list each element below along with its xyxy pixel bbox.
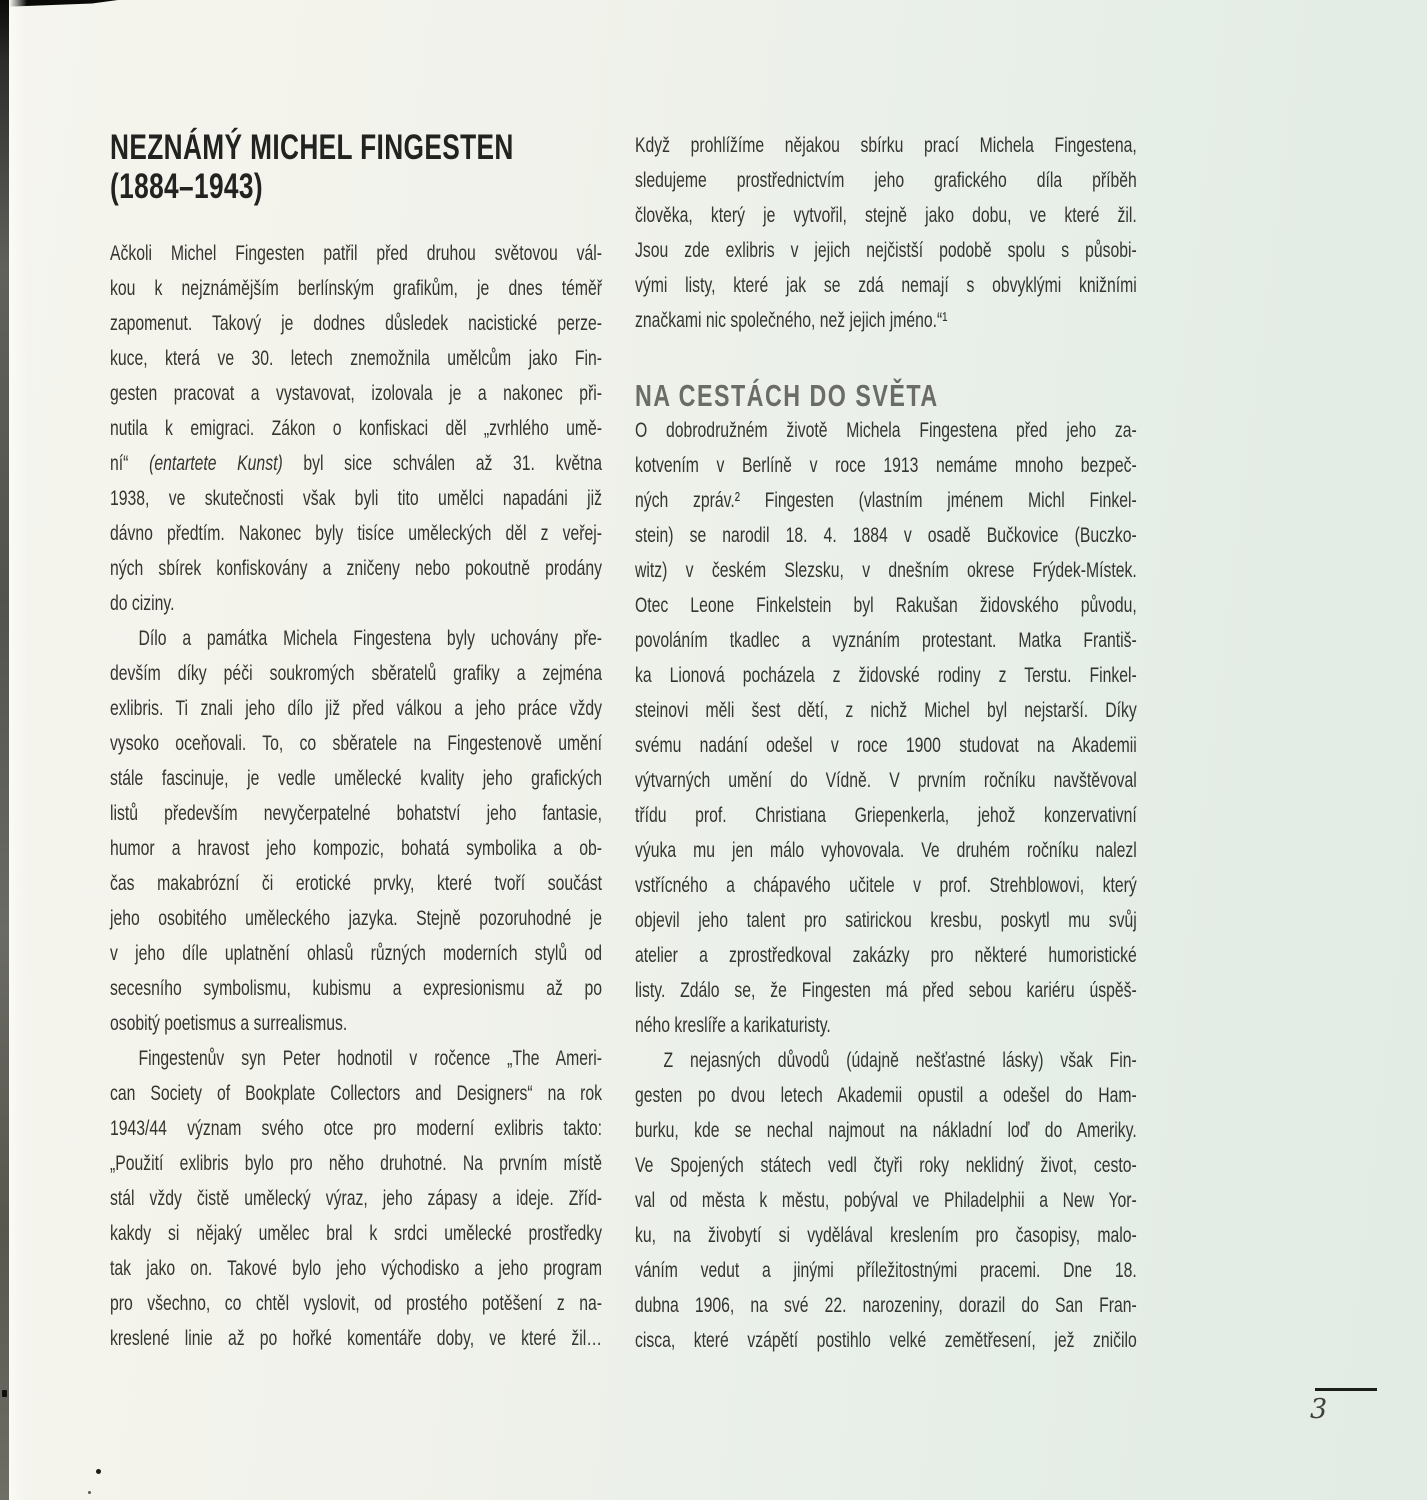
paragraph [635, 128, 1137, 338]
text-line: v jeho díle uplatnění ohlasů různých moderních stylů od [110, 942, 602, 965]
text-line: dubna 1906, na své 22. narozeniny, dorazil do San Fran- [635, 1294, 1137, 1317]
text-line: devším díky péči soukromých sběratelů grafiky a zejména [110, 662, 602, 685]
text-line: kuce, která ve 30. letech znemožnila umělcům jako Fin- [110, 347, 602, 370]
paragraph [635, 1043, 1137, 1358]
paragraph [110, 236, 602, 621]
text-line: Ve Spojených státech vedl čtyři roky neklidný život, cesto- [635, 1154, 1137, 1177]
text-line: ných sbírek konfiskovány a zničeny nebo pokoutně prodány [110, 557, 602, 580]
paragraph [635, 413, 1137, 1043]
text-line: výtvarných umění do Vídně. V prvním ročníku navštěvoval [635, 769, 1137, 792]
text-line: člověka, který je vytvořil, stejně jako dobu, ve které žil. [635, 204, 1137, 227]
text-line: secesního symbolismu, kubismu a expresionismu až po [110, 977, 602, 1000]
text-line: Ačkoli Michel Fingesten patřil před druhou světovou vál- [110, 242, 602, 265]
text-line: vstřícného a chápavého učitele v prof. Strehblowovi, který [635, 874, 1137, 897]
text-line: gesten pracovat a vystavovat, izolovala je a nakonec při- [110, 382, 602, 405]
text-line: svému nadání odešel v roce 1900 studovat na Akademii [635, 734, 1137, 757]
page-number: 3 [1310, 1394, 1328, 1425]
text-line: kakdy si nějaký umělec bral k srdci umělecké prostředky [110, 1222, 602, 1245]
text-line: 1938, ve skutečnosti však byli tito umělci napadáni již [110, 487, 602, 510]
text-line: osobitý poetismus a surrealismus. [110, 1012, 348, 1035]
text-line: steinovi měli šest dětí, z nichž Michel byl nejstarší. Díky [635, 699, 1137, 722]
page-number-rule [1315, 1388, 1377, 1391]
text-line: Fingestenův syn Peter hodnotil v ročence „The Ameri- [138, 1047, 602, 1070]
text-line: cisca, které vzápětí postihlo velké zemětřesení, jež zničilo [635, 1329, 1137, 1352]
text-line: Z nejasných důvodů (údajně nešťastné lásky) však Fin- [663, 1049, 1137, 1072]
text-line: Dílo a památka Michela Fingestena byly uchovány pře- [138, 627, 602, 650]
text-line: stále fascinuje, je vedle umělecké kvality jeho grafických [110, 767, 602, 790]
spine-highlight [9, 0, 27, 1500]
text-line: ných zpráv.² Fingesten (vlastním jménem Michl Finkel- [635, 489, 1137, 512]
text-line: listy. Zdálo se, že Fingesten má před sebou kariéru úspěš- [635, 979, 1137, 1002]
text-line: výuka mu jen málo vyhovovala. Ve druhém ročníku nalezl [635, 839, 1137, 862]
text-line: povoláním tkadlec a vyznáním protestant. Matka Františ- [635, 629, 1137, 652]
text-line: pro všechno, co chtěl vyslovit, od prostého potěšení z na- [110, 1292, 602, 1315]
text-line: „Použití exlibris bylo pro něho druhotné. Na prvním místě [110, 1152, 602, 1175]
text-line: kreslené linie až po hořké komentáře doby, ve které žil… [110, 1327, 602, 1350]
text-line: třídu prof. Christiana Griepenkerla, jehož konzervativní [635, 804, 1137, 827]
text-line: atelier a zprostředkoval zakázky pro některé humoristické [635, 944, 1137, 967]
ink-speck [2, 1390, 7, 1397]
text-line: tak jako on. Takové bylo jeho východisko a jeho program [110, 1257, 602, 1280]
text-line: humor a hravost jeho kompozic, bohatá symbolika a ob- [110, 837, 602, 860]
paragraph [110, 1041, 602, 1356]
text-line: stein) se narodil 18. 4. 1884 v osadě Bučkovice (Buczko- [635, 524, 1137, 547]
text-line: váním vedut a jinými příležitostnými pracemi. Dne 18. [635, 1259, 1137, 1282]
text-line: O dobrodružném životě Michela Fingestena před jeho za- [635, 419, 1137, 442]
text-line: jeho osobitého uměleckého jazyka. Stejně pozoruhodné je [110, 907, 602, 930]
text-line: burku, kde se nechal najmout na nákladní loď do Ameriky. [635, 1119, 1137, 1142]
ink-speck [88, 1491, 91, 1494]
text-line: značkami nic společného, než jejich jméno.“¹ [635, 309, 948, 332]
text-line: val od města k městu, pobýval ve Philadelphii a New Yor- [635, 1189, 1137, 1212]
section-heading [635, 378, 1137, 413]
text-line: kou k nejznámějším berlínským grafikům, je dnes téměř [110, 277, 602, 300]
paragraph [110, 621, 602, 1041]
text-line: do ciziny. [110, 592, 175, 615]
text-line: vysoko oceňovali. To, co sběratele na Fingestenově umění [110, 732, 602, 755]
text-line: dávno předtím. Nakonec byly tisíce uměleckých děl z veřej- [110, 522, 602, 545]
article-title [110, 128, 602, 206]
right-column [635, 128, 1137, 1358]
text-line: 1943/44 význam svého otce pro moderní exlibris takto: [110, 1117, 602, 1140]
text-line: (1884–1943) [110, 167, 263, 206]
text-line: zapomenut. Takový je dodnes důsledek nacistické perze- [110, 312, 602, 335]
text-line: witz) v českém Slezsku, v dnešním okrese Frýdek-Místek. [635, 559, 1137, 582]
text-line: can Society of Bookplate Collectors and Designers“ na rok [110, 1082, 602, 1105]
left-column [110, 128, 602, 1356]
text-line: gesten po dvou letech Akademii opustil a odešel do Ham- [635, 1084, 1137, 1107]
text-line: nutila k emigraci. Zákon o konfiskaci děl „zvrhlého umě- [110, 417, 602, 440]
text-line: ní“ (entartete Kunst) byl sice schválen až 31. května [110, 452, 603, 475]
text-line: stál vždy čistě umělecký výraz, jeho zápasy a ideje. Zříd- [110, 1187, 602, 1210]
text-line: čas makabrózní či erotické prvky, které tvoří součást [110, 872, 602, 895]
ink-speck [96, 1469, 101, 1474]
text-line: objevil jeho talent pro satirickou kresbu, poskytl mu svůj [635, 909, 1137, 932]
book-spine-edge [0, 0, 9, 1500]
text-line: Otec Leone Finkelstein byl Rakušan židovského původu, [635, 594, 1137, 617]
text-line: ného kreslíře a karikaturisty. [635, 1014, 831, 1037]
text-line: listů především nevyčerpatelné bohatství jeho fantasie, [110, 802, 602, 825]
text-line: NEZNÁMÝ MICHEL FINGESTEN [110, 128, 514, 167]
text-line: Jsou zde exlibris v jejich nejčistší podobě spolu s působi- [635, 239, 1137, 262]
text-line: kotvením v Berlíně v roce 1913 nemáme mnoho bezpeč- [635, 454, 1137, 477]
text-line: ku, na živobytí si vydělával kreslením pro časopisy, malo- [635, 1224, 1137, 1247]
text-line: Když prohlížíme nějakou sbírku prací Michela Fingestena, [635, 134, 1137, 157]
text-line: vými listy, které jak se zdá nemají s obvyklými knižními [635, 274, 1137, 297]
text-line: ka Lionová pocházela z židovské rodiny z Terstu. Finkel- [635, 664, 1137, 687]
text-line: sledujeme prostřednictvím jeho grafického díla příběh [635, 169, 1137, 192]
text-line: NA CESTÁCH DO SVĚTA [635, 378, 939, 413]
text-line: exlibris. Ti znali jeho dílo již před válkou a jeho práce vždy [110, 697, 602, 720]
